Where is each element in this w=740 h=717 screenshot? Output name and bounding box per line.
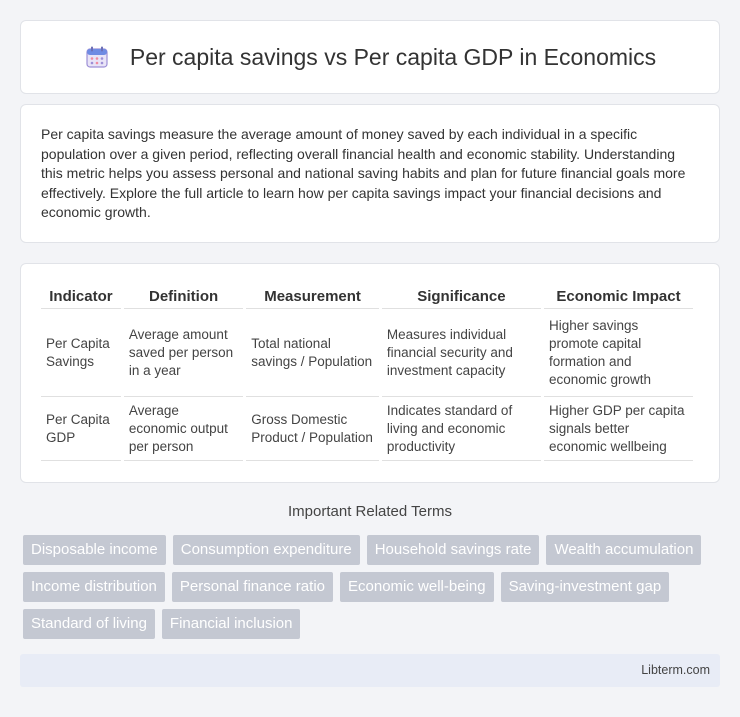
table-row: [41, 397, 693, 461]
table-cell: Per Capita Savings: [41, 309, 121, 397]
column-header: Economic Impact: [544, 282, 693, 309]
table-cell: Gross Domestic Product / Population: [246, 397, 379, 461]
comparison-table: [38, 282, 696, 461]
table-cell: Average economic output per person: [124, 397, 243, 461]
footer-brand-link[interactable]: Libterm.com: [641, 663, 710, 677]
table-cell: Higher savings promote capital formation and economic growth: [544, 309, 693, 397]
related-term-tag[interactable]: Consumption expenditure: [173, 535, 360, 565]
related-term-tag[interactable]: Economic well-being: [340, 572, 494, 602]
table-cell: Total national savings / Population: [246, 309, 379, 397]
intro-card: [20, 104, 720, 243]
column-header: Definition: [124, 282, 243, 309]
table-row: [41, 309, 693, 397]
related-terms-title: Important Related Terms: [288, 503, 452, 520]
table-cell: Measures individual financial security and investment capacity: [382, 309, 541, 397]
related-term-tag[interactable]: Household savings rate: [367, 535, 540, 565]
related-term-tag[interactable]: Disposable income: [23, 535, 166, 565]
intro-text: Per capita savings measure the average amount of money saved by each individual in a specific population over a given period, reflecting overall financial health and economic stability. Understanding this metric helps you assess personal and national saving habits and plan for future financial goals more effectively. Explore the full article to learn how per capita savings impact your financial decisions and economic growth.: [41, 126, 686, 220]
related-term-tag[interactable]: Saving-investment gap: [501, 572, 670, 602]
page-title: Per capita savings vs Per capita GDP in Economics: [129, 43, 657, 70]
related-term-tag[interactable]: Income distribution: [23, 572, 165, 602]
related-term-tag[interactable]: Wealth accumulation: [546, 535, 701, 565]
column-header: Significance: [382, 282, 541, 309]
header-card: [20, 20, 720, 94]
related-terms-list: [23, 535, 723, 639]
column-header: Indicator: [41, 282, 121, 309]
table-header-row: [41, 282, 693, 309]
related-term-tag[interactable]: Financial inclusion: [162, 609, 301, 639]
footer: [20, 654, 720, 687]
comparison-table-card: [20, 263, 720, 483]
table-cell: Indicates standard of living and economic productivity: [382, 397, 541, 461]
related-term-tag[interactable]: Standard of living: [23, 609, 155, 639]
table-cell: Higher GDP per capita signals better economic wellbeing: [544, 397, 693, 461]
column-header: Measurement: [246, 282, 379, 309]
related-term-tag[interactable]: Personal finance ratio: [172, 572, 333, 602]
calendar-icon: [84, 44, 110, 70]
table-cell: Per Capita GDP: [41, 397, 121, 461]
table-cell: Average amount saved per person in a year: [124, 309, 243, 397]
